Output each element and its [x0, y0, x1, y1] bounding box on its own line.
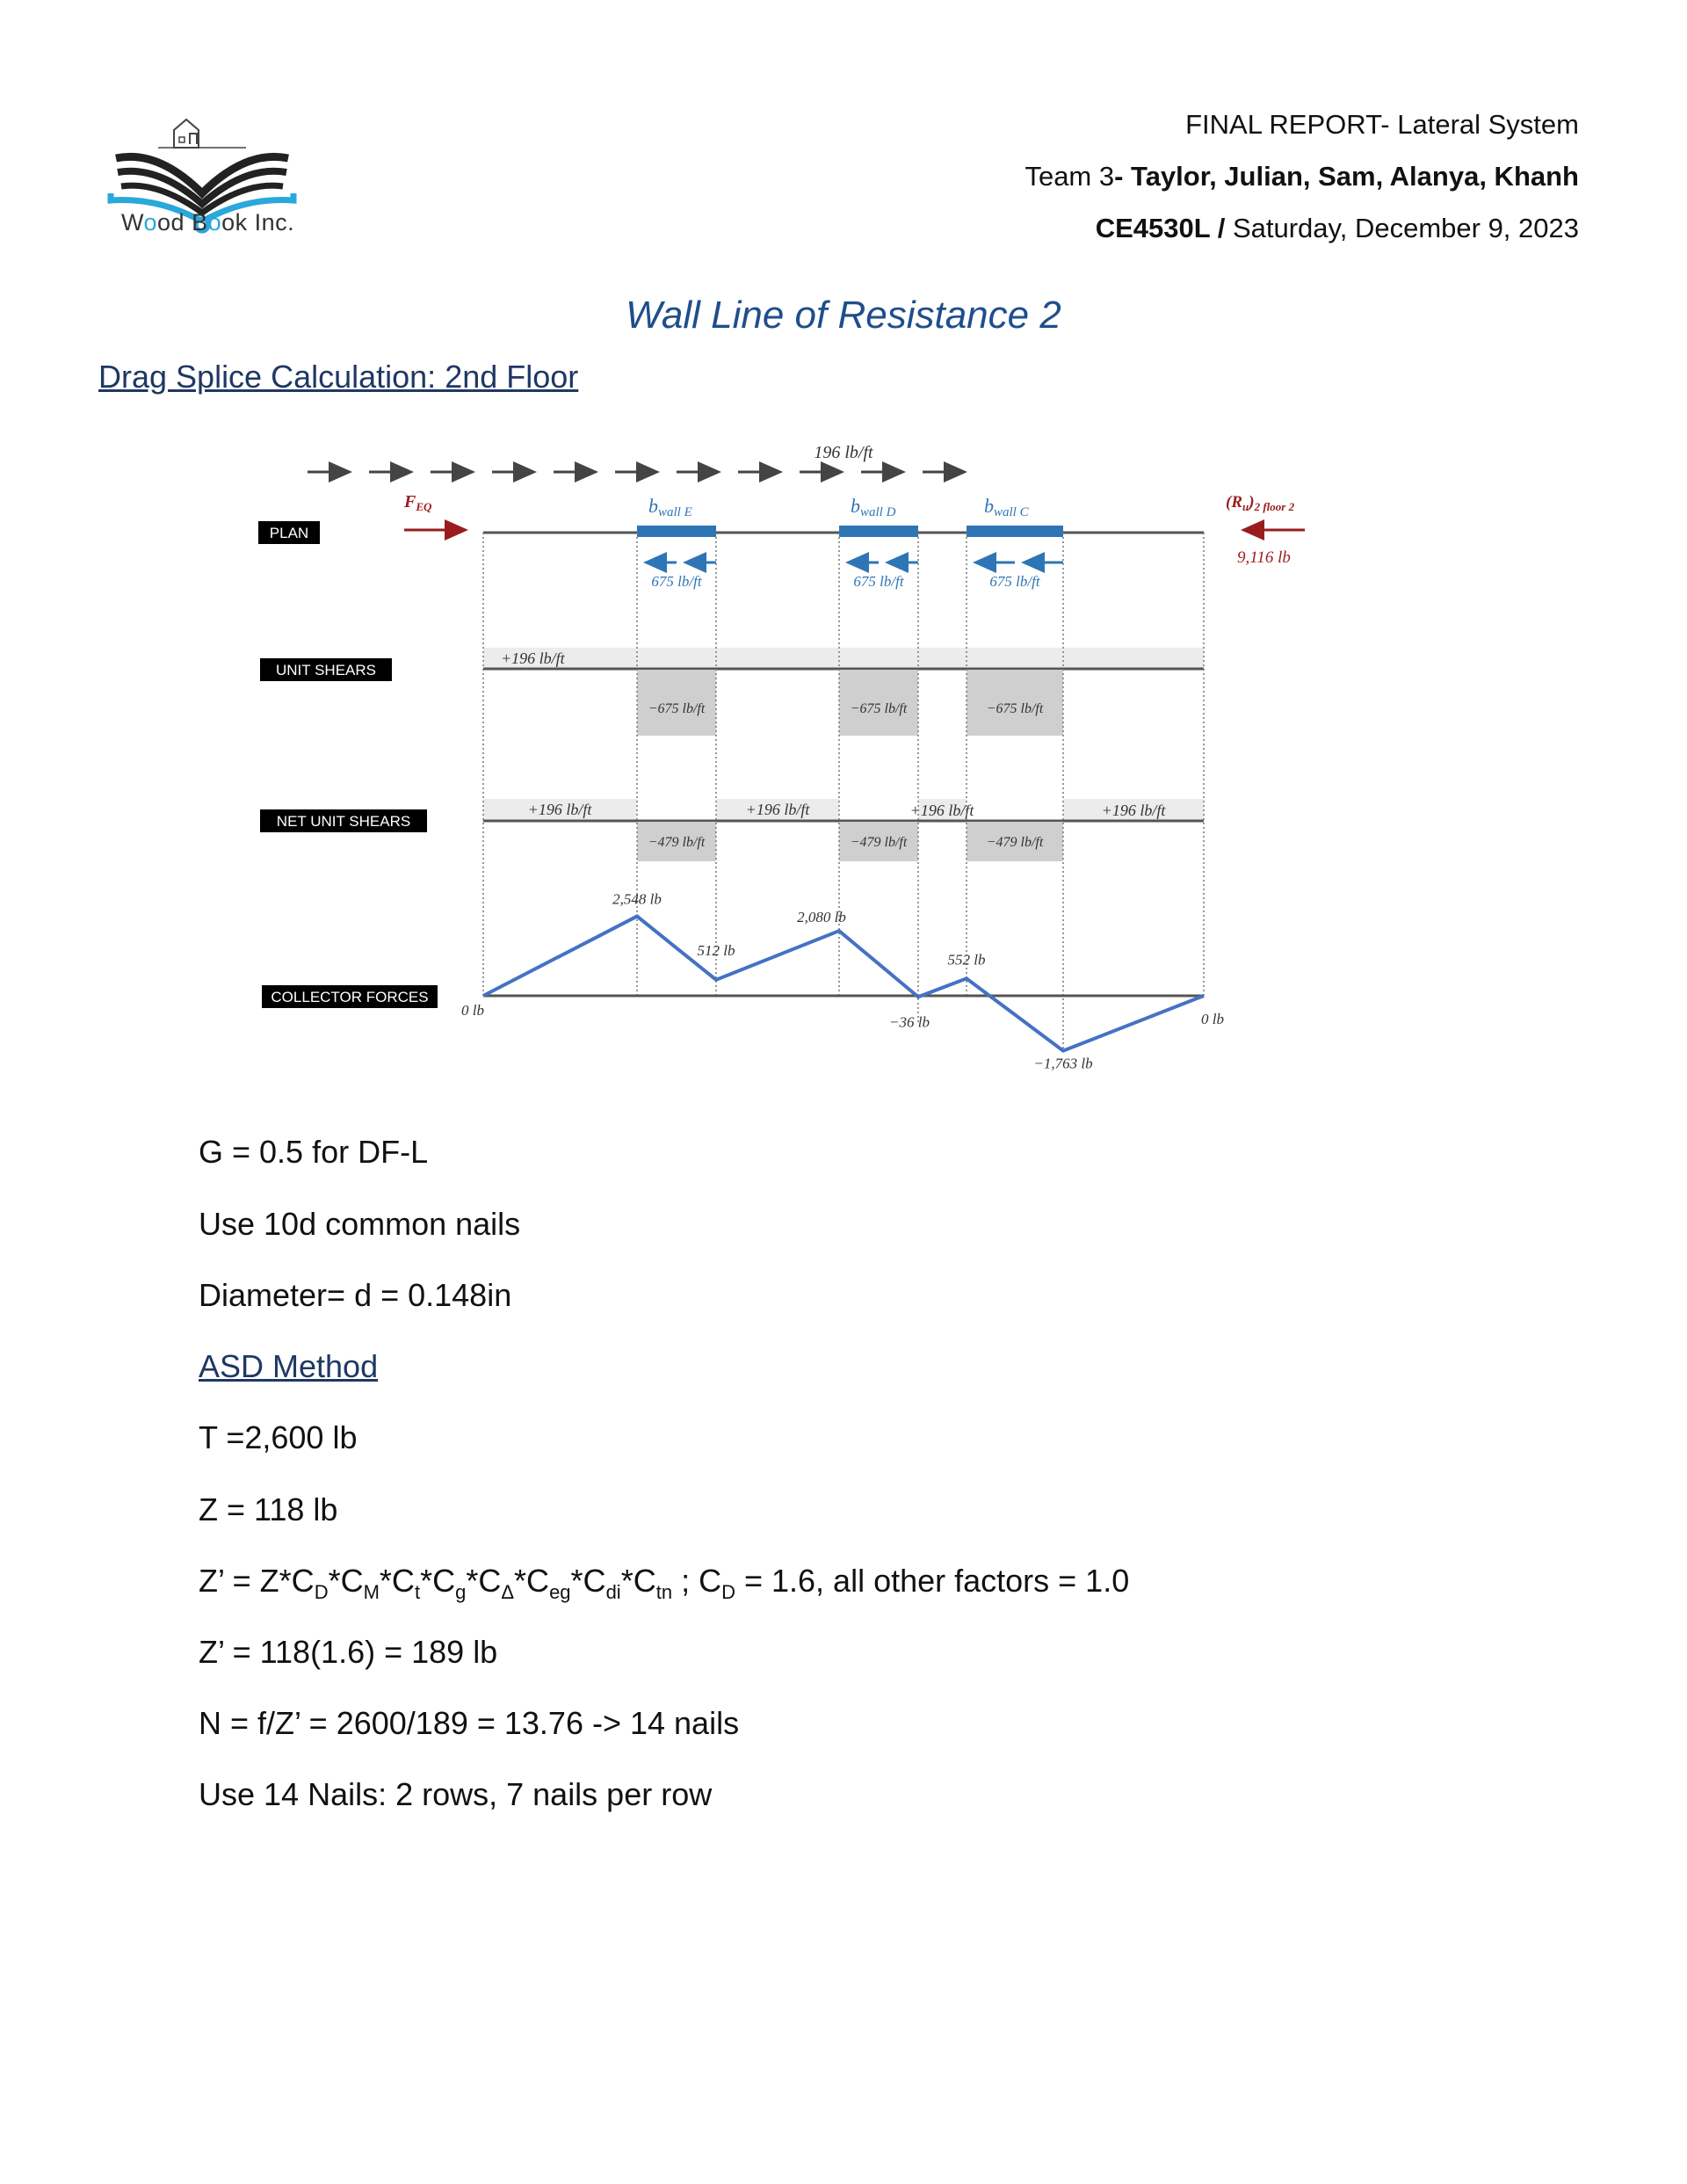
collector-force-line	[483, 917, 1204, 1051]
row-label-net-unit-shears	[260, 809, 427, 832]
collector-force-label: 512 lb	[697, 941, 735, 959]
distributed-load-label: 196 lb/ft	[814, 443, 873, 462]
wall-guide-lines	[483, 533, 1204, 1050]
collector-force-label: 0 lb	[1201, 1011, 1224, 1027]
collector-force-label: 2,548 lb	[612, 890, 662, 908]
section-heading[interactable]: Drag Splice Calculation: 2nd Floor	[98, 359, 579, 395]
calc-diameter: Diameter= d = 0.148in	[199, 1277, 512, 1313]
unit-shear-positive-band	[483, 648, 1204, 668]
wall-c	[967, 495, 1063, 590]
row-label-plan	[258, 521, 320, 544]
svg-text:bwall C: bwall C	[984, 495, 1029, 519]
page-title: Wall Line of Resistance 2	[626, 294, 1061, 337]
svg-text:NET UNIT SHEARS: NET UNIT SHEARS	[276, 813, 411, 830]
wall-d	[839, 495, 918, 590]
net-shear-pos-label-4: +196 lb/ft	[1101, 802, 1166, 819]
unit-shear-neg-label-d: −675 lb/ft	[850, 701, 908, 716]
collector-force-label: 2,080 lb	[797, 909, 846, 926]
collector-force-diagram	[246, 426, 1336, 1085]
calc-n: N = f/Z’ = 2600/189 = 13.76 -> 14 nails	[199, 1705, 740, 1741]
svg-text:UNIT SHEARS: UNIT SHEARS	[276, 662, 376, 678]
svg-text:PLAN: PLAN	[269, 525, 309, 541]
calc-zprime-value: Z’ = 118(1.6) = 189 lb	[199, 1634, 498, 1670]
collector-force-label: −36 lb	[889, 1013, 930, 1031]
svg-text:675 lb/ft: 675 lb/ft	[989, 573, 1040, 590]
collector-force-label: 0 lb	[461, 1002, 484, 1019]
course-date-line: CE4530L / Saturday, December 9, 2023	[1095, 213, 1579, 243]
row-label-collector-forces	[262, 985, 438, 1008]
calc-g: G = 0.5 for DF-L	[199, 1134, 429, 1170]
svg-text:bwall D: bwall D	[851, 495, 896, 519]
logo-text: Wood Book Inc.	[121, 209, 295, 236]
unit-shear-neg-label-c: −675 lb/ft	[986, 701, 1044, 716]
calc-nails: Use 10d common nails	[199, 1206, 521, 1242]
reaction-value: 9,116 lb	[1237, 548, 1291, 567]
net-shear-neg-label-e: −479 lb/ft	[648, 835, 706, 850]
collector-force-label: −1,763 lb	[1033, 1055, 1093, 1072]
net-shear-pos-label-1: +196 lb/ft	[527, 801, 592, 818]
calc-z: Z = 118 lb	[199, 1491, 338, 1527]
svg-text:bwall E: bwall E	[648, 495, 692, 519]
collector-force-label: 552 lb	[947, 951, 986, 969]
unit-shear-positive-label: +196 lb/ft	[501, 649, 565, 667]
unit-shear-neg-label-e: −675 lb/ft	[648, 701, 706, 716]
row-label-unit-shears	[260, 658, 392, 681]
report-title: FINAL REPORT- Lateral System	[1185, 109, 1579, 140]
svg-text:COLLECTOR FORCES: COLLECTOR FORCES	[271, 989, 429, 1005]
svg-text:675 lb/ft: 675 lb/ft	[853, 573, 904, 590]
calc-t: T =2,600 lb	[199, 1419, 358, 1455]
reaction-label: $(R_u)_{2 floor 2}$	[1226, 493, 1295, 513]
net-shear-pos-label-2: +196 lb/ft	[745, 801, 810, 818]
net-shear-neg-label-d: −479 lb/ft	[850, 835, 908, 850]
team-line: Team 3- Taylor, Julian, Sam, Alanya, Khanh	[1025, 161, 1579, 192]
wall-e	[637, 495, 716, 590]
calc-zprime-equation: Z’ = $Z*C_D*C_M*C_t*C_g*C_\Delta*C_{eg}*C_{di}*C_{tn}$ ; $C_D = 1.6$, all other factors = 1.0	[199, 1563, 1130, 1604]
feq-label: $F_{EQ}$	[404, 492, 432, 513]
net-shear-pos-label-3: +196 lb/ft	[909, 802, 974, 819]
svg-text:675 lb/ft: 675 lb/ft	[651, 573, 702, 590]
asd-method-link[interactable]: ASD Method	[199, 1348, 379, 1384]
net-shear-neg-label-c: −479 lb/ft	[986, 835, 1044, 850]
calc-use: Use 14 Nails: 2 rows, 7 nails per row	[199, 1776, 713, 1812]
